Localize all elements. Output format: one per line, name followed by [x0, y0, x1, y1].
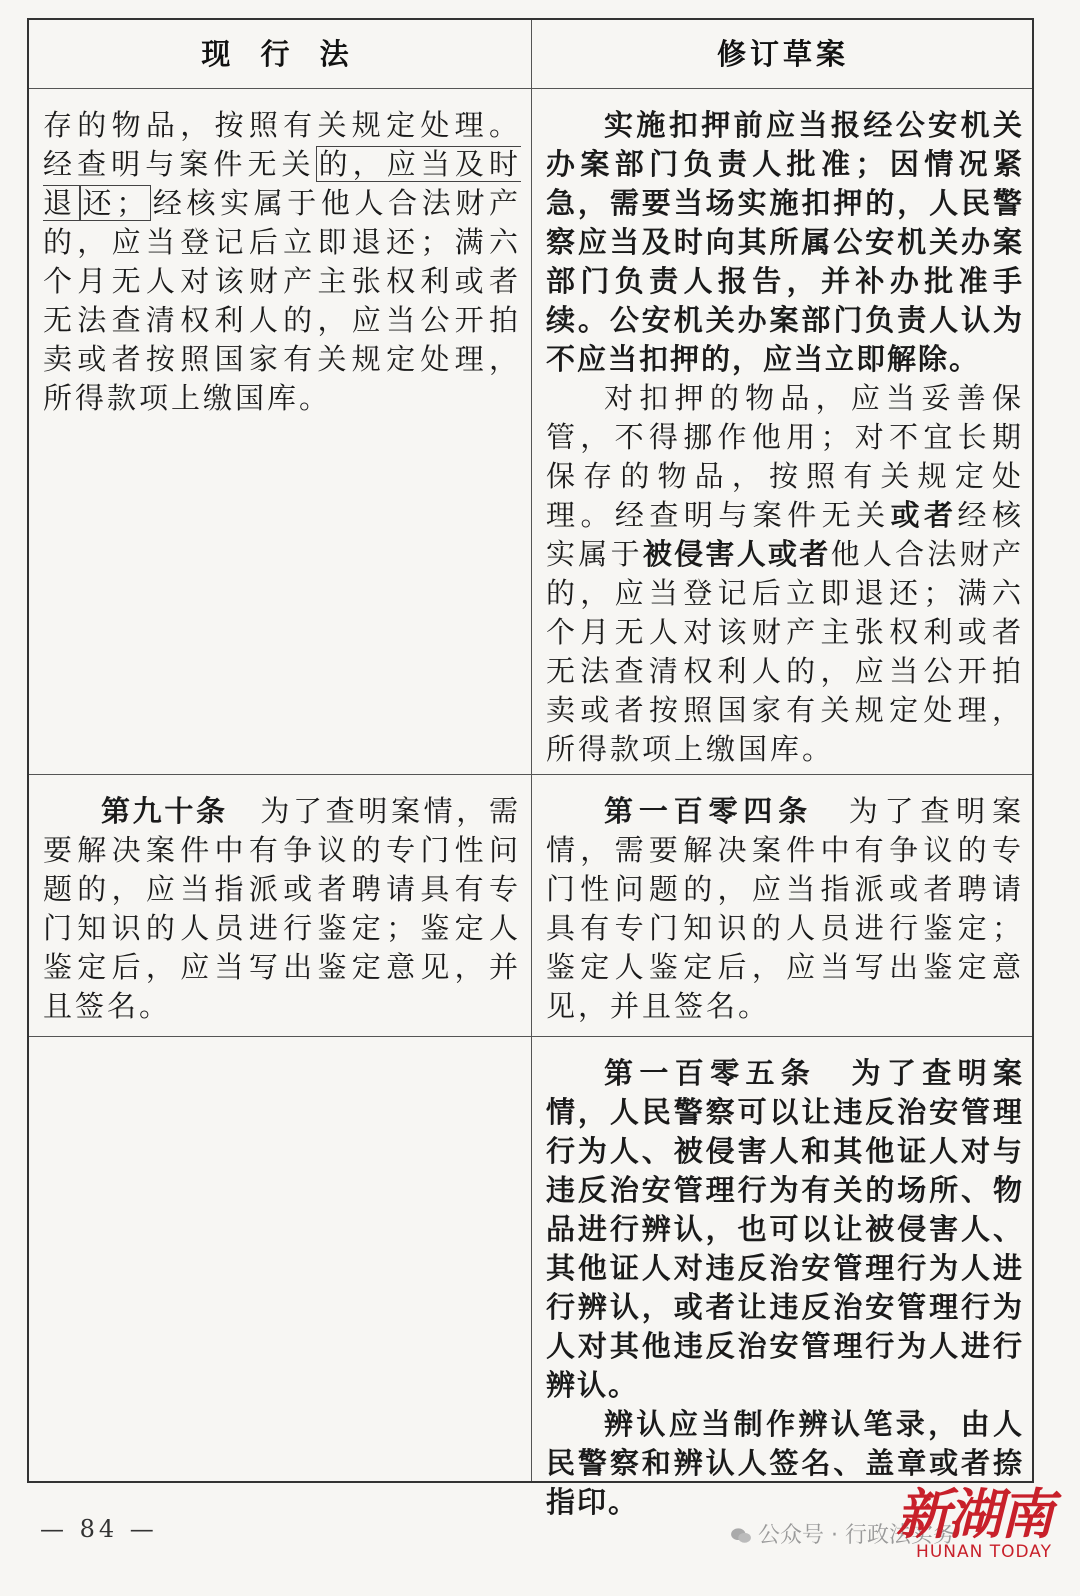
row1-revised-draft: [546, 106, 1024, 769]
row-divider-2: [29, 1036, 1032, 1037]
logo-chinese: 新湖南: [896, 1483, 1052, 1546]
article-text: 为了查明案情，需要解决案件中有争议的专门性问题的，应当指派或者聘请具有专门知识的人员进行鉴定；鉴定人鉴定后，应当写出鉴定意见，并且签名。: [546, 794, 1024, 1023]
column-divider: [531, 20, 532, 1481]
draft-text-b: 经核实属于: [546, 498, 1024, 571]
hunan-today-logo: [896, 1484, 1052, 1562]
row-divider-1: [29, 774, 1032, 775]
new-provision-paragraph: 实施扣押前应当报经公安机关办案部门负责人批准；因情况紧急，需要当场实施扣押的，人民警察应当及时向其所属公安机关办案部门负责人报告，并补办批准手续。公安机关办案部门负责人认为不应当扣押的，应当立即解除。: [546, 108, 1024, 376]
row3-revised-draft: [546, 1054, 1024, 1522]
row2-current-law: [43, 792, 521, 1026]
row1-current-law: [43, 106, 521, 418]
header-current-law: 现 行 法: [201, 37, 359, 71]
article-number-90: 第九十条: [101, 794, 228, 828]
watermark-text: 公众号 · 行政法实务: [758, 1523, 955, 1548]
article-text: 为了查明案情，需要解决案件中有争议的专门性问题的，应当指派或者聘请具有专门知识的人员进行鉴定；鉴定人鉴定后，应当写出鉴定意见，并且签名。: [43, 794, 521, 1023]
row2-revised-draft: [546, 792, 1024, 1026]
current-law-text-a: 存的物品，按照有关规定处理。经查明与案件无关: [43, 108, 521, 181]
page-number: — 84 —: [40, 1515, 158, 1543]
added-text-2: 被侵害人或者: [642, 537, 831, 571]
header-revised-draft: 修订草案: [716, 37, 849, 71]
added-text-1: 或者: [890, 498, 958, 532]
boxed-deletion-2: 还；: [80, 185, 152, 221]
logo-english: HUNAN TODAY: [916, 1542, 1052, 1562]
boxed-deletion-1: 的，应当及时退: [43, 147, 521, 220]
wechat-icon: [730, 1527, 752, 1545]
new-article-105-para2: 辨认应当制作辨认笔录，由人民警察和辨认人签名、盖章或者捺指印。: [546, 1407, 1024, 1519]
draft-text-a: 对扣押的物品，应当妥善保管，不得挪作他用；对不宜长期保存的物品，按照有关规定处理。经查明与案件无关: [546, 381, 1024, 532]
new-article-105: 第一百零五条 为了查明案情，人民警察可以让违反治安管理行为人、被侵害人和其他证人对与违反治安管理行为有关的场所、物品进行辨认，也可以让被侵害人、其他证人对违反治安管理行为人进行辨认，或者让违反治安管理行为人对其他违反治安管理行为人进行辨认。: [546, 1056, 1024, 1402]
article-number-104: 第一百零四条: [604, 794, 813, 828]
current-law-text-b: 经核实属于他人合法财产的，应当登记后立即退还；满六个月无人对该财产主张权利或者无法查清权利人的，应当公开拍卖或者按照国家有关规定处理，所得款项上缴国库。: [43, 186, 521, 415]
header-divider: [29, 88, 1032, 89]
draft-text-c: 他人合法财产的，应当登记后立即退还；满六个月无人对该财产主张权利或者无法查清权利人的，应当公开拍卖或者按照国家有关规定处理，所得款项上缴国库。: [546, 537, 1024, 766]
